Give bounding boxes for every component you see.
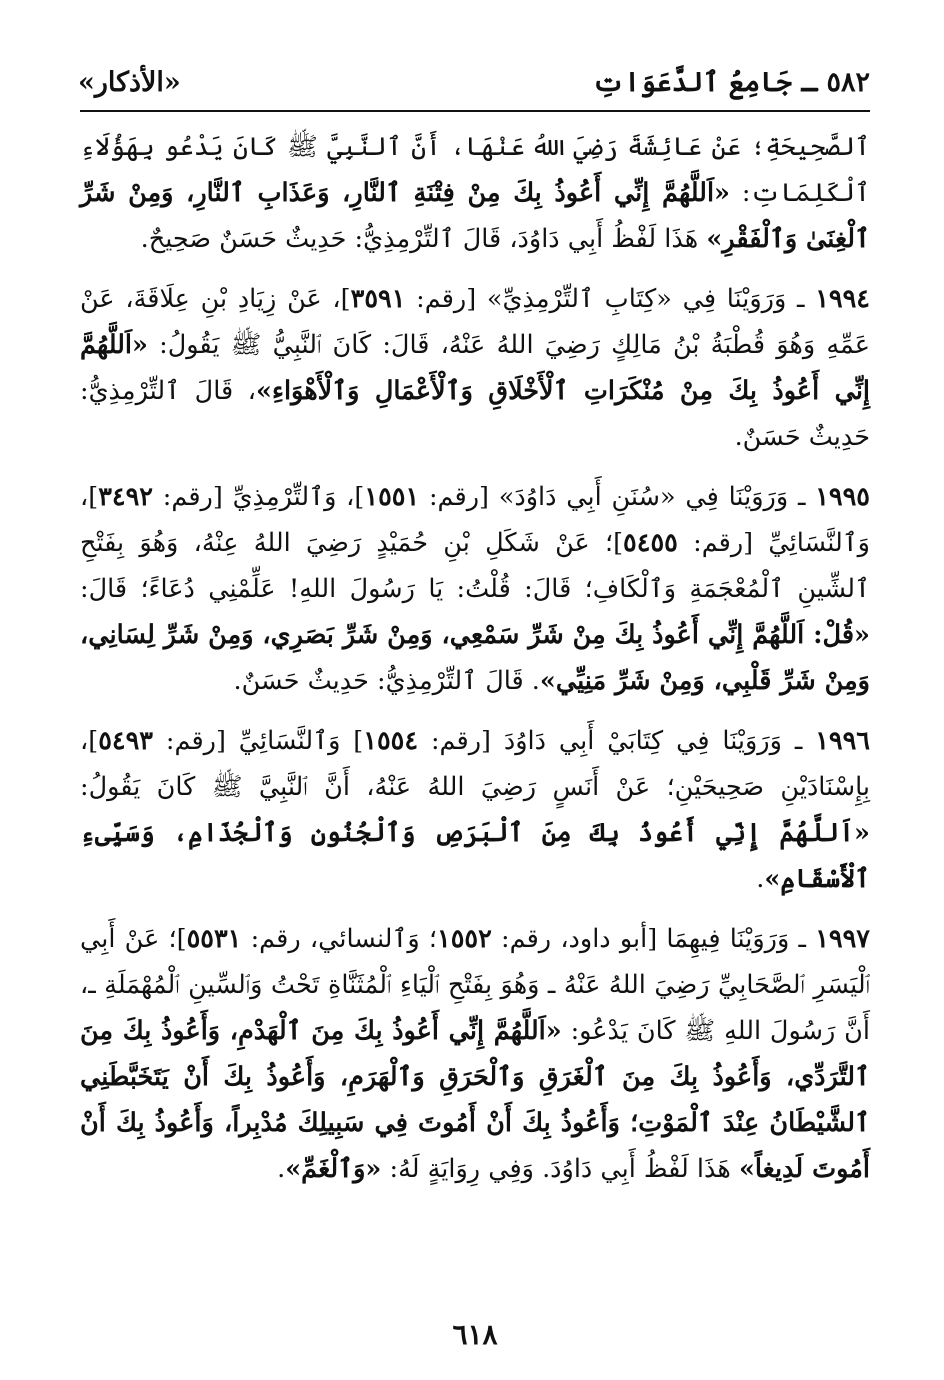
text-segment: ؛ وَٱلنسائي، رقم:	[241, 924, 438, 954]
bold-text-segment: «قُلْ: اَللَّهُمَّ إِنِّي أَعُوذُ بِكَ مِنْ شَرِّ سَمْعِي، وَمِنْ شَرِّ بَصَرِي، وَمِنْ شَرِّ لِسَانِي، وَمِنْ شَرِّ قَلْبِي، وَمِنْ شَرِّ مَنِيِّي»	[80, 620, 870, 696]
bold-text-segment: «اَللَّهُمَّ إِنِّي أَعُوذُ بِكَ مِنْ مُنْكَرَاتِ ٱلْأَخْلَاقِ وَٱلْأَعْمَالِ وَٱلْأَهْوَاءِ»	[80, 330, 871, 406]
bold-text-segment: «اَللَّهُمَّ إِنِّي أَعُوذُ بِكَ مِنَ ٱلْهَدْمِ، وَأَعُوذُ بِكَ مِنَ ٱلتَّرَدِّي، وَأَعُوذُ بِكَ مِنَ ٱلْغَرَقِ وَٱلْحَرَقِ وَٱلْهَرَمِ، وَأَعُوذُ بِكَ أَنْ يَتَخَبَّطَنِي ٱلشَّيْطَانُ عِنْدَ ٱلْمَوْتِ؛ وَأَعُوذُ بِكَ أَنْ أَمُوتَ فِي سَبِيلِكَ مُدْبِراً، وَأَعُوذُ بِكَ أَنْ أَمُوتَ لَدِيغاً»	[80, 1016, 870, 1184]
bold-text-segment: «اَللَّهُمَّ إِنِّي أَعُوذُ بِكَ مِنَ ٱلْبَرَصِ وَٱلْجُنُونِ وَٱلْجُذَامِ، وَسَيِّىءِ ٱلْأَسْقَامِ»	[80, 818, 870, 894]
text-segment: ]، عَنْ زِيَادِ بْنِ عِلَاقَةَ، عَنْ عَمِّهِ وَهُوَ قُطْبَةُ بْنُ مَالِكٍ رَضِيَ اللهُ عَنْهُ، قَالَ: كَانَ ٱلنَّبِيُّ ﷺ يَقُولُ:	[80, 284, 870, 360]
text-segment: . قَالَ ٱلتِّرْمِذِيُّ: حَدِيثٌ حَسَنٌ.	[233, 666, 540, 696]
hadith-paragraph	[80, 474, 870, 704]
bold-text-segment: «وَٱلْغَمِّ»	[285, 1154, 382, 1184]
bold-text-segment: ١٩٩٥	[815, 482, 871, 512]
page-body	[80, 124, 870, 1206]
hadith-paragraph	[80, 124, 870, 262]
text-segment: ] وَٱلنَّسَائِيِّ [رقم:	[152, 726, 364, 756]
bold-text-segment: «اَللَّهُمَّ إِنِّي أَعُوذُ بِكَ مِنْ فِتْنَةِ ٱلنَّارِ، وَعَذَابِ ٱلنَّارِ، وَمِنْ شَرِّ ٱلْغِنَىٰ وَٱلْفَقْرِ»	[80, 178, 870, 254]
hadith-paragraph	[80, 916, 870, 1192]
bold-text-segment: ٣٥٩١	[350, 284, 406, 314]
text-segment: هَذَا لَفْظُ أَبِي دَاوُدَ. وَفِي رِوَايَةٍ لَهُ:	[381, 1154, 739, 1184]
bold-text-segment: ١٩٩٦	[815, 726, 870, 756]
text-segment: ـ وَرَوَيْنَا فِي «سُنَنِ أَبِي دَاوُدَ» [رقم:	[419, 482, 816, 512]
text-segment: ]، وَٱلتِّرْمِذِيِّ [رقم:	[152, 482, 365, 512]
text-segment: ]؛ عَنْ أَبِي ٱلْيَسَرِ ٱلصَّحَابِيِّ رَضِيَ اللهُ عَنْهُ ـ وَهُوَ بِفَتْحِ ٱلْيَاءِ ٱلْمُثَنَّاةِ تَحْتُ وَٱلسِّينِ ٱلْمُهْمَلَةِ ـ، أَنَّ رَسُولَ اللهِ ﷺ كَانَ يَدْعُو:	[80, 924, 870, 1046]
page-number: ٦١٨	[452, 1318, 498, 1351]
chapter-title: ٥٨٢ ـ جَامِعُ ٱلدَّعَوَاتِ	[592, 66, 870, 98]
text-segment: .	[756, 864, 765, 894]
text-segment: ]، بِإِسْنَادَيْنِ صَحِيحَيْنِ؛ عَنْ أَنَسٍ رَضِيَ اللهُ عَنْهُ، أَنَّ ٱلنَّبِيَّ ﷺ كَانَ يَقُولُ:	[80, 726, 870, 802]
text-segment: .	[277, 1154, 286, 1184]
bold-text-segment: ٣٤٩٢	[98, 482, 153, 512]
bold-text-segment: ١٩٩٤	[815, 284, 871, 314]
text-segment: ]، وَٱلنَّسَائِيِّ [رقم:	[80, 482, 870, 558]
text-segment: ]؛ عَنْ شَكَلِ بْنِ حُمَيْدٍ رَضِيَ اللهُ عِنْهُ، وَهُوَ بِفَتْحِ ٱلشِّينِ ٱلْمُعْجَمَةِ وَٱلْكَافِ؛ قَالَ: قُلْتُ: يَا رَسُولَ اللهِ! عَلِّمْنِي دُعَاءً؛ قَالَ:	[80, 528, 870, 604]
text-segment: ٱلصَّحِيحَةِ؛ عَنْ عَائِشَةَ رَضِيَ اللهُ عَنْهَا، أَنَّ ٱلنَّبِيَّ ﷺ كَانَ يَدْعُو بِهَؤُلَاءِ ٱلْكَلِمَاتِ:	[80, 132, 870, 208]
hadith-paragraph	[80, 718, 870, 902]
text-segment: هَذَا لَفْظُ أَبِي دَاوُدَ، قَالَ ٱلتِّرْمِذِيُّ: حَدِيثٌ حَسَنٌ صَحِيحٌ.	[140, 224, 707, 254]
text-segment: ـ وَرَوَيْنَا فِيهِمَا [أبو داود، رقم:	[491, 924, 816, 954]
hadith-paragraph	[80, 276, 870, 460]
text-segment: ، قَالَ ٱلتِّرْمِذِيُّ: حَدِيثٌ حَسَنٌ.	[80, 376, 870, 452]
header-divider	[80, 110, 870, 112]
text-segment: ـ وَرَوَيْنَا فِي كِتَابَيْ أَبِي دَاوُدَ [رقم:	[418, 726, 816, 756]
bold-text-segment: ١٥٥٤	[363, 726, 419, 756]
text-segment: ـ وَرَوَيْنَا فِي «كِتَابِ ٱلتِّرْمِذِيِّ» [رقم:	[405, 284, 816, 314]
bold-text-segment: ٥٤٩٣	[98, 726, 153, 756]
bold-text-segment: ١٥٥٢	[437, 924, 492, 954]
bold-text-segment: ٥٥٣١	[186, 924, 242, 954]
running-header	[78, 58, 870, 106]
bold-text-segment: ٥٤٥٥	[623, 528, 678, 558]
bold-text-segment: ١٩٩٧	[815, 924, 870, 954]
book-section-label: «الأذكار»	[78, 66, 181, 98]
bold-text-segment: ١٥٥١	[364, 482, 420, 512]
